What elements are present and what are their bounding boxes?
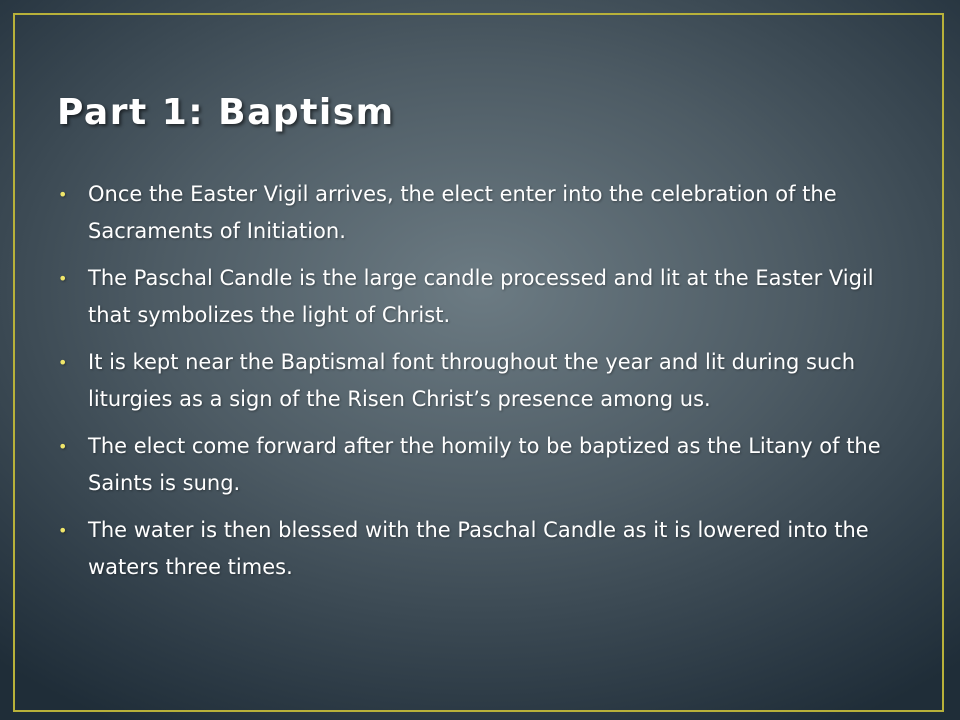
bullet-text: The water is then blessed with the Paschal Candle as it is lowered into the waters three times.	[88, 518, 869, 579]
bullet-item	[58, 176, 898, 250]
bullet-item	[58, 512, 898, 586]
bullet-text: Once the Easter Vigil arrives, the elect enter into the celebration of the Sacraments of Initiation.	[88, 182, 837, 243]
bullet-text: It is kept near the Baptismal font throughout the year and lit during such liturgies as a sign of the Risen Christ’s presence among us.	[88, 350, 856, 411]
bullet-text: The elect come forward after the homily to be baptized as the Litany of the Saints is sung.	[88, 434, 881, 495]
bullet-item	[58, 428, 898, 502]
bullet-icon: •	[58, 437, 68, 456]
bullet-text: The Paschal Candle is the large candle processed and lit at the Easter Vigil that symbolizes the light of Christ.	[88, 266, 874, 327]
bullet-item	[58, 260, 898, 334]
bullet-icon: •	[58, 269, 68, 288]
bullet-item	[58, 344, 898, 418]
bullet-list	[58, 176, 898, 596]
bullet-icon: •	[58, 353, 68, 372]
bullet-icon: •	[58, 521, 68, 540]
bullet-icon: •	[58, 185, 68, 204]
slide-title: Part 1: Baptism	[57, 92, 395, 133]
